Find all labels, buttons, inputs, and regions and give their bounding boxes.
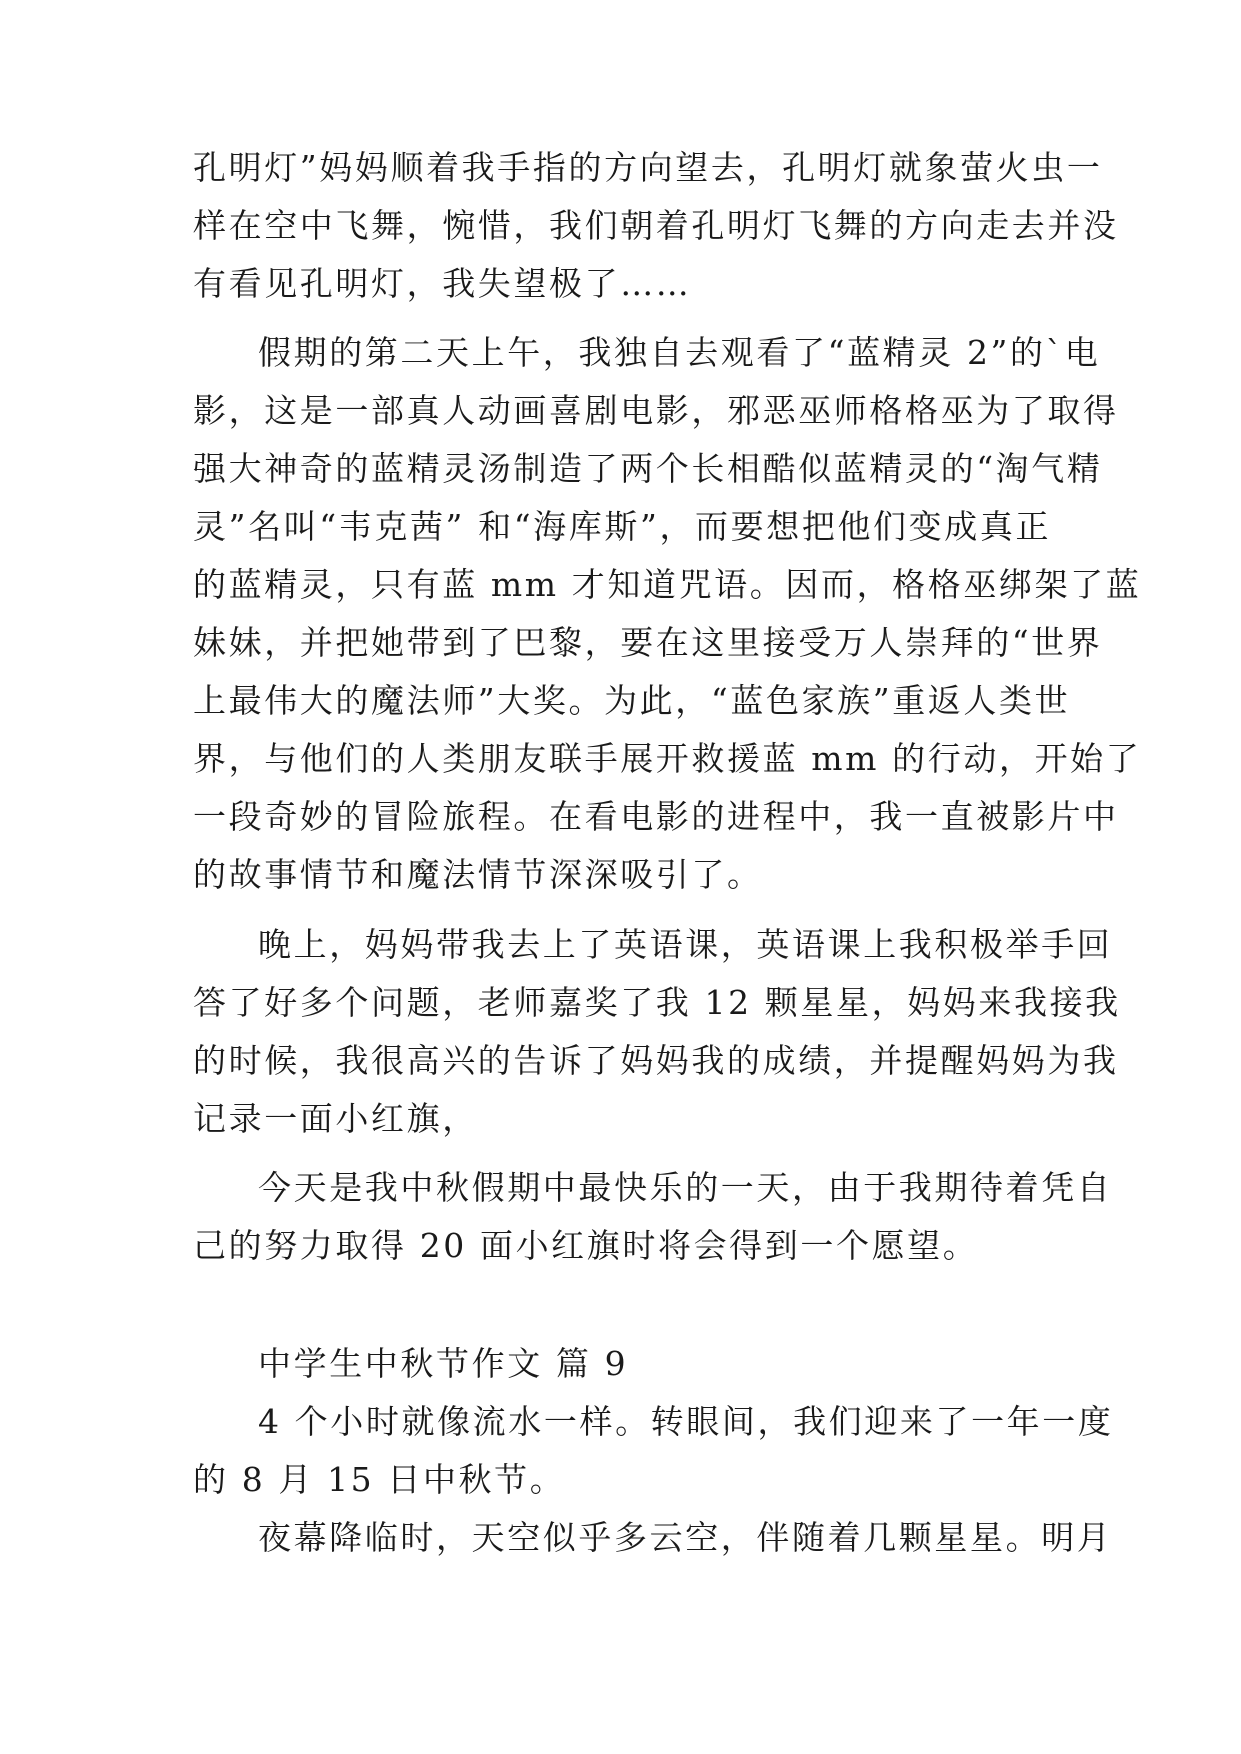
paragraph-line: 界，与他们的人类朋友联手展开救援蓝 mm 的行动，开始了 — [193, 739, 1142, 778]
paragraph-line: 的时候，我很高兴的告诉了妈妈我的成绩，并提醒妈妈为我 — [193, 1041, 1119, 1080]
paragraph-line: 灵”名叫“韦克茜” 和“海库斯”，而要想把他们变成真正 — [193, 507, 1052, 546]
paragraph-line: 答了好多个问题，老师嘉奖了我 12 颗星星，妈妈来我接我 — [193, 983, 1121, 1022]
paragraph-line: 4 个小时就像流水一样。转眼间，我们迎来了一年一度 — [258, 1402, 1114, 1441]
paragraph-line: 有看见孔明灯，我失望极了…… — [193, 264, 692, 303]
paragraph-line: 的 8 月 15 日中秋节。 — [193, 1460, 566, 1499]
paragraph-line: 一段奇妙的冒险旅程。在看电影的进程中，我一直被影片中 — [193, 797, 1119, 836]
paragraph-line: 的故事情节和魔法情节深深吸引了。 — [193, 855, 763, 894]
paragraph-line: 假期的第二天上午，我独自去观看了“蓝精灵 2”的`电 — [258, 333, 1101, 372]
paragraph-line: 记录一面小红旗， — [193, 1099, 478, 1138]
paragraph-line: 影，这是一部真人动画喜剧电影，邪恶巫师格格巫为了取得 — [193, 391, 1119, 430]
section-heading: 中学生中秋节作文 篇 9 — [258, 1344, 629, 1383]
paragraph-line: 强大神奇的蓝精灵汤制造了两个长相酷似蓝精灵的“淘气精 — [193, 449, 1103, 488]
paragraph-line: 己的努力取得 20 面小红旗时将会得到一个愿望。 — [193, 1226, 979, 1265]
paragraph-line: 晚上，妈妈带我去上了英语课，英语课上我积极举手回 — [258, 925, 1113, 964]
paragraph-line: 妹妹，并把她带到了巴黎，要在这里接受万人崇拜的“世界 — [193, 623, 1103, 662]
paragraph-line: 夜幕降临时，天空似乎多云空，伴随着几颗星星。明月 — [258, 1518, 1113, 1557]
paragraph-line: 今天是我中秋假期中最快乐的一天，由于我期待着凭自 — [258, 1168, 1113, 1207]
paragraph-line: 上最伟大的魔法师”大奖。为此，“蓝色家族”重返人类世 — [193, 681, 1071, 720]
paragraph-line: 样在空中飞舞，惋惜，我们朝着孔明灯飞舞的方向走去并没 — [193, 206, 1119, 245]
paragraph-line: 的蓝精灵，只有蓝 mm 才知道咒语。因而，格格巫绑架了蓝 — [193, 565, 1142, 604]
paragraph-line: 孔明灯”妈妈顺着我手指的方向望去，孔明灯就象萤火虫一 — [193, 148, 1103, 187]
